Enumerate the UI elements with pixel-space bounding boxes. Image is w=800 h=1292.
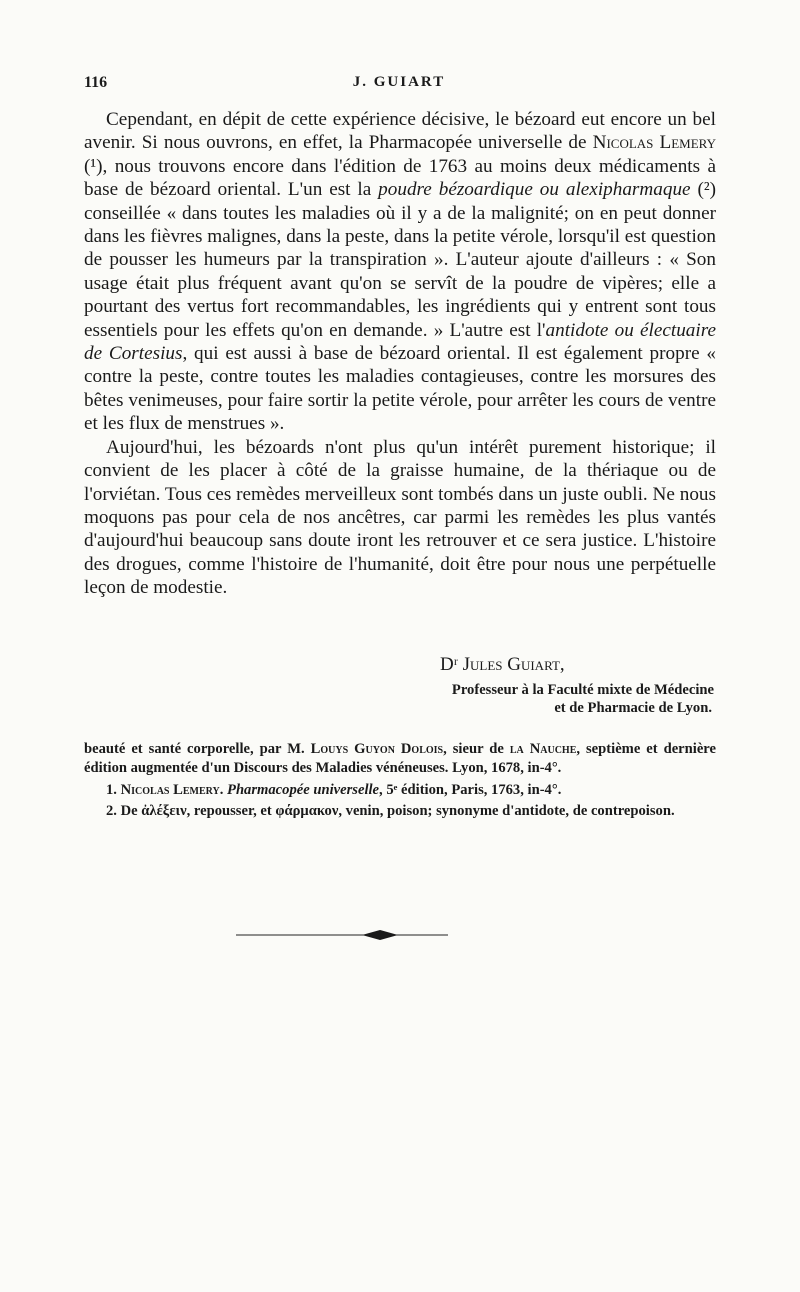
page-number: 116 <box>84 74 108 91</box>
main-text <box>84 108 716 600</box>
remedy-title-1: poudre bézoardique ou alexipharmaque <box>378 179 691 201</box>
footnote-1: 1. Nicolas Lemery. Pharmacopée universelle, 5ᵉ édition, Paris, 1763, in-4°. <box>106 782 562 799</box>
section-end-ornament <box>236 928 448 942</box>
signature-affiliation-1: Professeur à la Faculté mixte de Médecine <box>451 682 714 698</box>
signature-affiliation-2: et de Pharmacie de Lyon. <box>554 700 712 716</box>
remedy-title-2: antidote ou électuaire de Cortesius <box>84 319 717 365</box>
signature-name: Dʳ Jules Guiart, <box>440 654 565 675</box>
author-name: Nicolas Lemery <box>592 132 716 154</box>
footnote-2: 2. De ἀλέξειν, repousser, et φάρμακον, venin, poison; synonyme d'antidote, de contrepoison. <box>106 802 675 819</box>
paragraph-2: Aujourd'hui, les bézoards n'ont plus qu'un intérêt purement historique; il convient de les placer à côté de la graisse humaine, de la thériaque ou de l'orviétan. Tous ces remèdes merveilleux sont tombés dans un juste oubli. Ne nous moquons pas pour cela de nos ancêtres, car parmi les remèdes les plus vantés d'aujourd'hui beaucoup sans doute iront les retrouver et ce sera justice. L'histoire des drogues, comme l'histoire de l'humanité, doit être pour nous une perpétuelle leçon de modestie. <box>84 436 716 599</box>
page-header <box>84 74 714 98</box>
running-head: J. GUIART <box>352 74 446 90</box>
footnotes <box>84 740 716 822</box>
footnote-continuation: beauté et santé corporelle, par M. Louys Guyon Dolois, sieur de la Nauche, septième et dernière édition augmentée d'un Discours des Maladies vénéneuses. Lyon, 1678, in-4°. <box>84 741 717 776</box>
paragraph-1: Cependant, en dépit de cette expérience décisive, le bézoard eut encore un bel avenir. Si nous ouvrons, en effet, la Pharmacopée universelle de Nicolas Lemery (¹), nous trouvons encore dans l'édition de 1763 au moins deux médicaments à base de bézoard oriental. L'un est la poudre bézoardique ou alexipharmaque (²) conseillée « dans toutes les maladies où il y a de la malignité; on en peut donner dans les fièvres malignes, dans la peste, dans la petite vérole, lorsqu'il est question de pousser les humeurs par la transpiration ». L'auteur ajoute d'ailleurs : « Son usage était plus fréquent avant qu'on se servît de la poudre de vipères; elle a pourtant des vertus fort recommandables, les ingrédients qui y entrent sont tous essentiels pour les effets qu'on en demande. » L'autre est l'antidote ou électuaire de Cortesius, qui est aussi à base de bézoard oriental. Il est également propre « contre la peste, contre toutes les maladies contagieuses, contre les morsures des bêtes venimeuses, pour faire sortir la petite vérole, pour arrêter les cours de ventre et les flux de menstrues ». <box>84 109 717 435</box>
